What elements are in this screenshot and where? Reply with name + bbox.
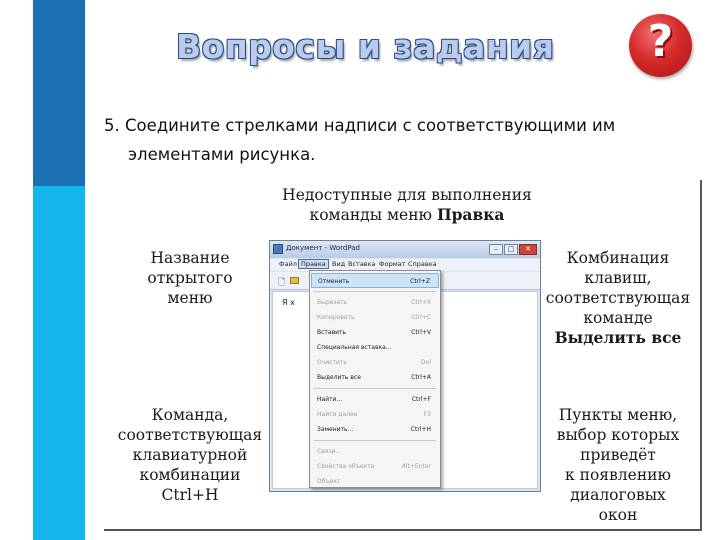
figure-border-right [700,180,702,530]
question-mark-icon [629,14,692,77]
task-text [104,111,714,169]
menu-item [311,444,439,459]
left-stripe-dark [33,0,85,186]
label-line: Пункты меню, [558,406,678,424]
menu-edit[interactable]: Правка [298,259,329,269]
menu-item-label: Свойства объекта [317,463,375,470]
label-disabled-bold: Правка [436,205,505,224]
minimize-button[interactable]: – [489,244,503,255]
menu-item [311,355,439,370]
label-line: приведёт [580,446,656,464]
menu-item[interactable] [311,422,439,437]
task-line-1: 5. Соедините стрелками надписи с соответствующими им [104,116,616,135]
menu-separator [314,291,436,292]
new-document-icon[interactable]: 🗋 [278,278,286,288]
label-line: диалоговых [570,486,666,504]
window-title: Документ - WordPad [286,244,360,252]
label-key-combination [538,248,698,348]
menu-item-label: Объект [317,478,341,485]
menu-item-shortcut: Ctrl+A [411,374,431,381]
menu-item-label: Специальная вставка... [317,344,392,351]
menu-item [311,474,439,489]
label-line: команде [583,309,653,327]
label-ctrl-h-command [110,405,270,505]
task-line-2: элементами рисунка. [128,145,316,164]
slide-title: Вопросы и задания [176,27,555,66]
menu-item-label: Найти... [317,396,343,403]
menu-item-label: Связи... [317,448,342,455]
label-line: клавиатурной [132,446,248,464]
label-line: меню [167,289,213,307]
menu-separator [314,440,436,441]
label-line: Комбинация [566,249,670,267]
menu-item[interactable] [311,340,439,355]
menu-item-label: Выделить все [317,374,361,381]
window-titlebar [270,241,540,258]
label-line: Команда, [151,406,229,424]
menu-item-label: Вставить [317,329,347,336]
menu-item-shortcut: Del [421,359,431,366]
maximize-button[interactable]: □ [504,244,518,255]
menu-item-label: Отменить [318,278,350,285]
menu-item-label: Копировать [317,314,355,321]
menu-item-shortcut: Ctrl+F [411,396,431,403]
label-line: соответствующая [545,289,691,307]
menu-item-shortcut: Alt+Enter [401,463,431,470]
menu-item-shortcut: F3 [423,411,431,418]
menu-insert[interactable]: Вставка [348,260,376,268]
menu-item [311,310,439,325]
label-line: выбор которых [556,426,680,444]
label-bold-line: Выделить все [554,328,682,347]
menu-item-shortcut: Ctrl+X [411,299,431,306]
label-line: соответствующая [117,426,263,444]
menu-item[interactable] [311,392,439,407]
label-disabled-prefix: команды меню [309,206,437,224]
left-stripe-light [33,186,85,540]
label-disabled-commands [262,185,552,225]
menu-help[interactable]: Справка [408,260,437,268]
menu-view[interactable]: Вид [332,260,346,268]
label-open-menu-name [130,248,250,308]
menu-item-shortcut: Ctrl+H [410,426,431,433]
wordpad-app-icon [273,244,283,254]
label-disabled-line-1: Недоступные для выполнения [282,186,532,204]
question-mark-glyph: ? [647,16,674,67]
label-line: клавиш, [584,269,652,287]
close-button[interactable]: ✕ [519,244,537,255]
menu-item [311,407,439,422]
menu-item-label: Заменить... [317,426,354,433]
label-disabled-line-2 [262,205,552,225]
menu-item[interactable] [311,370,439,385]
label-dialog-items [538,405,698,525]
menu-item-label: Вырезать [317,299,348,306]
menu-item-shortcut: Ctrl+Z [410,278,430,285]
menu-format[interactable]: Формат [379,260,406,268]
menu-item [311,459,439,474]
menu-separator [314,388,436,389]
document-text: Я х [282,298,295,307]
menu-item[interactable] [311,325,439,340]
figure-border-bottom [104,529,702,531]
edit-dropdown-menu [309,270,441,488]
open-folder-icon[interactable] [290,277,299,284]
menu-item[interactable] [311,273,439,288]
label-line: Название [150,249,230,267]
menu-item-shortcut: Ctrl+V [411,329,431,336]
menu-item-label: Найти далее [317,411,358,418]
label-line: окон [598,506,638,524]
label-line: комбинации [139,466,241,484]
label-line: к появлению [565,466,671,484]
menu-item-label: Очистить [317,359,347,366]
menu-item-shortcut: Ctrl+C [411,314,431,321]
menu-item [311,295,439,310]
menu-file[interactable]: Файл [279,260,297,268]
label-line: Ctrl+H [161,486,219,504]
label-line: открытого [147,269,233,287]
